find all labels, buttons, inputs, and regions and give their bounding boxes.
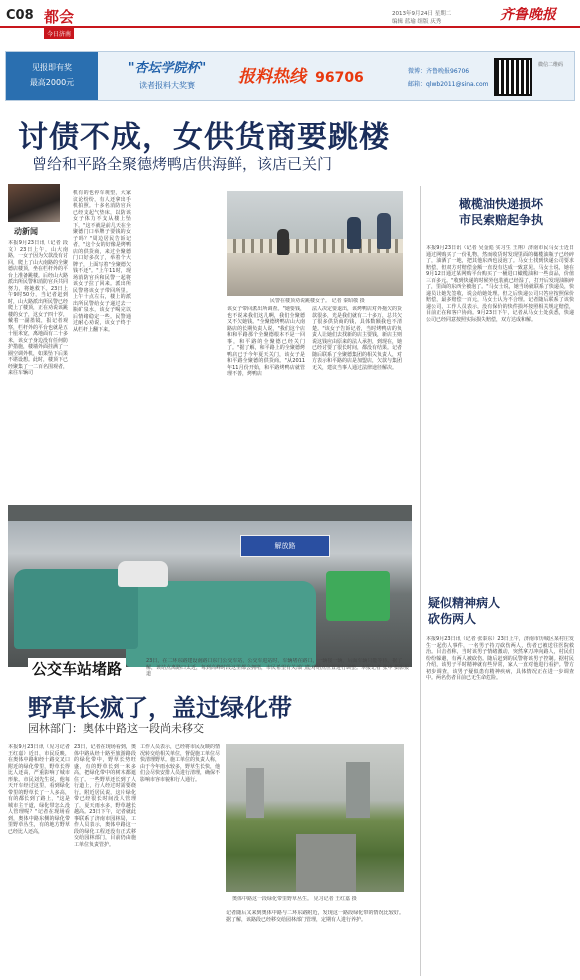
promo-line2: 最高2000元 [29,78,75,87]
weeds-col1: 本报9月23日讯（见习记者 王红嘉）近日，市民反映，在奥体中路和经十路交叉口附近的绿化带里，野草长得比人还高，严重影响了城市形象。市民刘先生说，他每天开车经过这里，看到绿化带里的野草长了一人多高，有的都长到了路上，"这是城市主干道，绿化带怎么没人管理呢？"记者在现场看到，奥体中路东侧的绿化带里野草丛生，有的地方野草已经比人还高， [8,744,70,835]
date-line: 2013年9月24日 星期二 [392,11,452,17]
officer-figure [377,213,391,249]
building [246,768,264,818]
sidebar1-headline: 橄榄油快递损坏 市民索赔起争执 [458,197,543,227]
hotline-label: 报料热线 [238,67,306,87]
main-subheadline: 曾给和平路全聚德烤鸭店供海鲜，该店已关门 [32,155,333,173]
white-car [118,561,168,587]
weeds-col4: 记者随后又来到奥体中路与二环东路附近，发现这一路段绿化带的情况比较好。据了解，该路段已经移交给园林部门管理，定期有人进行养护。 [226,910,404,923]
qr-caption: 微信二维码 [538,62,564,68]
main-story-col1: 本报9月23日讯（记者 段文）23日上午，山大南路，一女子因为欠款没有讨回，爬上了山大南路的全聚德店楼顶，坐在栏杆外的平台上准备跳楼。后经山大路派出所民警和消防官兵共同努力，将她救下。23日上午9时50分，当记者赶到时，山大路派出所民警已经爬上了楼顶，正在劝说该跳楼的女子，这女子四十岁，戴着一副墨镜，报记者观察，栏杆外的平台也就是五十厘米宽，离地面有二十多米，该女子身边没有任何防护措施，楼墙外面挂满了一圈空调外机，如果坠下后果不堪设想。此时，楼顶下已经聚集了一二百名围观者，来往车辆司 [8,240,68,376]
road [296,834,356,892]
bus-story-caption: 23日，在二环东路建设南路口东门公交车站，公交车进站时，车辆堵在路口，一辆接一辆，后面车辆只能等待。据了解，该站点离路口太近，每到高峰时段这里都会拥堵，市民希望有关部门能对站点位置进行调整。本报记者 张中 摄影报道 [146,658,410,677]
lead-thumbnail [8,184,60,222]
email-line: 邮箱：qlwb2011@sina.com [408,81,489,88]
main-story-col2: 机有的也停车观望，大家议论纷纷，有人还拿出手机拍照。十多名消防官兵已经支起气垫床，以防该女子体力不支从楼上坠下。"这不就是前几天在全聚德门口举牌子要钱的女子吗？"周边居民告诉记者，"这个女的好像是烤鸭店的供货商，来过全聚德门口好多次了，举着个大牌子，上面写着"全聚德欠钱不还"。"上午11时，现场消防官兵和民警一起将该女子拉了回来。派出所民警将该女子带回所里。上午十点左右，楼上的派出所民警给女子递过去一瓶矿泉水，该女子喝完以后情绪稳定一些。民警通过耐心劝说，该女子终于从栏杆上翻下来。 [73,190,131,333]
bus-story-photo [8,505,412,667]
campaign-title: "杏坛学院杯" [127,61,207,76]
weeds-photo-caption: 奥体中路这一段绿化带里野草丛生。 见习记者 王红嘉 摄 [232,896,357,902]
main-story-col4: 法人决定要退出，该烤鸭店对外拖欠的货款很多，光是我们就有二十多万，总共欠了很多供货商的钱，具体数额我也不清楚。"该女子告诉记者，当时烤鸭店的负责人让她们去找新的店主要钱，新店主则说这钱应由原来的法人承担，到现在，她已经讨要了很长时间，都没有结果。记者随后联系了全聚德集团的相关负责人，对方表示和平路的店是加盟店，欠款与集团无关，建议当事人通过法律途径解决。 [312,306,402,371]
hotline-number: 96706 [315,70,364,86]
subsection-label: 今日济南 [44,28,74,39]
sidebar2-body: 本报9月23日讯（记者 张泰东）23日上午，济南市历城区某村庄发生一起伤人事件，一名男子持刀砍伤两人，伤者已被送往医院救治。目击者称，当时该男子情绪激动，突然拿刀冲向路人，村民们纷纷躲避，有两人被砍伤。随后赶到的民警将该男子控制。据村民介绍，该男子平时精神就有些异常，家人一直对他进行看护。警方初步调查，该男子疑似患有精神疾病，具体情况正在进一步调查中。两名伤者目前已无生命危险。 [426,636,574,681]
sidebar2-headline: 疑似精神病人 砍伤两人 [428,596,501,626]
masthead [0,0,580,44]
promo-block [6,52,98,100]
main-photo-caption: 民警在楼顶劝说跳楼女子。 记者 秦昭敬 摄 [270,298,365,304]
weibo-line: 微博：齐鲁晚报96706 [408,68,470,75]
promo-line1: 见报即有奖 [32,63,72,72]
sidebar-rule [420,186,421,976]
masthead-divider [0,26,580,28]
weeds-col3: 工作人员表示，已经将市民反映的情况转交给相关单位，督促施工单位尽快清理野草。施工单位的负责人称，由于今年雨水较多，野草生长快，他们会尽快安排人员进行清理，确保不影响市容市貌和行人通行。 [140,744,220,783]
campaign-block [102,57,232,97]
editor-line: 编辑 蓝瑜 组版 庆秀 [392,19,442,25]
weeds-subheadline: 园林部门：奥体中路这一段尚未移交 [28,722,204,735]
page-code: C08 [6,8,34,23]
ad-banner [5,51,575,101]
weeds-headline: 野草长疯了，盖过绿化带 [28,693,292,722]
woman-figure [277,229,289,255]
sidebar1-body: 本报9月23日讯（记者 吴金彪 实习生 王翔）济南市民马女士近日通过网购买了一份礼物，然而收货时发现里面的橄榄油瓶子已经碎了，油洒了一地，把其他东西也浸泡了。马女士找到快递公司要求赔偿，但双方对赔偿金额一直没有达成一致意见。马女士说，她在9月12日通过某网购平台购买了一桶进口橄榄油和一些食品，价值三百多元。"收到快递的时候外包装就已经湿了，打开后发现油瓶碎了，里面的东西全被泡了。"马女士说，她当场就联系了快递员，快递员让她先签收，说会给她处理。但之后快递公司只答应按照保价赔偿，最多赔偿一百元，马女士认为不合理。记者随后联系了该快递公司，工作人员表示，没有保价的快件损坏按照相关规定赔偿，目前正在和客户协商。9月23日下午，记者从马女士处获悉，快递公司已经同意按照实际损失赔偿，双方达成和解。 [426,245,574,323]
building [346,762,370,818]
lead-label: 动新闻 [14,227,38,236]
bus-story-headline: 公交车站堵路 [28,658,126,679]
weeds-photo [226,744,404,892]
road-sign: 解放路 [240,535,330,557]
taxi-car [126,581,316,667]
qr-code-icon [494,58,532,96]
green-bus [326,571,390,621]
main-headline: 讨债不成，女供货商要跳楼 [18,120,390,155]
weeds-col2: 23日，记者在现场看到，奥体中路从经十路至旅游路段的绿化带中，野草长势旺盛，有的野草长到一米多高，把绿化带中的树木都遮住了。一些野草还长到了人行道上，行人经过时需要绕行。附近居民说，这片绿化带已经很长时间没人管理了，夏天雨水多，野草越长越高。23日下午，记者就此事联系了济南市园林局，工作人员表示，奥体中路这一段的绿化工程还没有正式移交给园林部门，目前仍由施工单位负责管护。 [74,744,136,848]
section-title: 都会 [44,8,75,26]
campaign-sub: 读者报料大奖赛 [139,81,195,90]
hotline-block [238,62,398,92]
main-story-col3: 该女子带回派出所调查。"她要钱，也不说来我们这儿啊，我们全聚德又不欠她钱。"全聚德烤鸭店山大南路店的长期负责人说，"我们这个店和和平路那个全聚德根本不是一回事，和平路的全聚德已经关门了。"据了解，和平路上的全聚德烤鸭店已于今年夏天关门，该女子是和平路全聚德的供货商。"从2011年11月份开始，和平路烤鸭店就管理不善，烤鸭店 [227,306,305,377]
paper-logo: 齐鲁晚报 [500,7,556,23]
main-story-photo [227,191,403,296]
officer-figure [347,217,361,249]
overpass [8,505,412,521]
